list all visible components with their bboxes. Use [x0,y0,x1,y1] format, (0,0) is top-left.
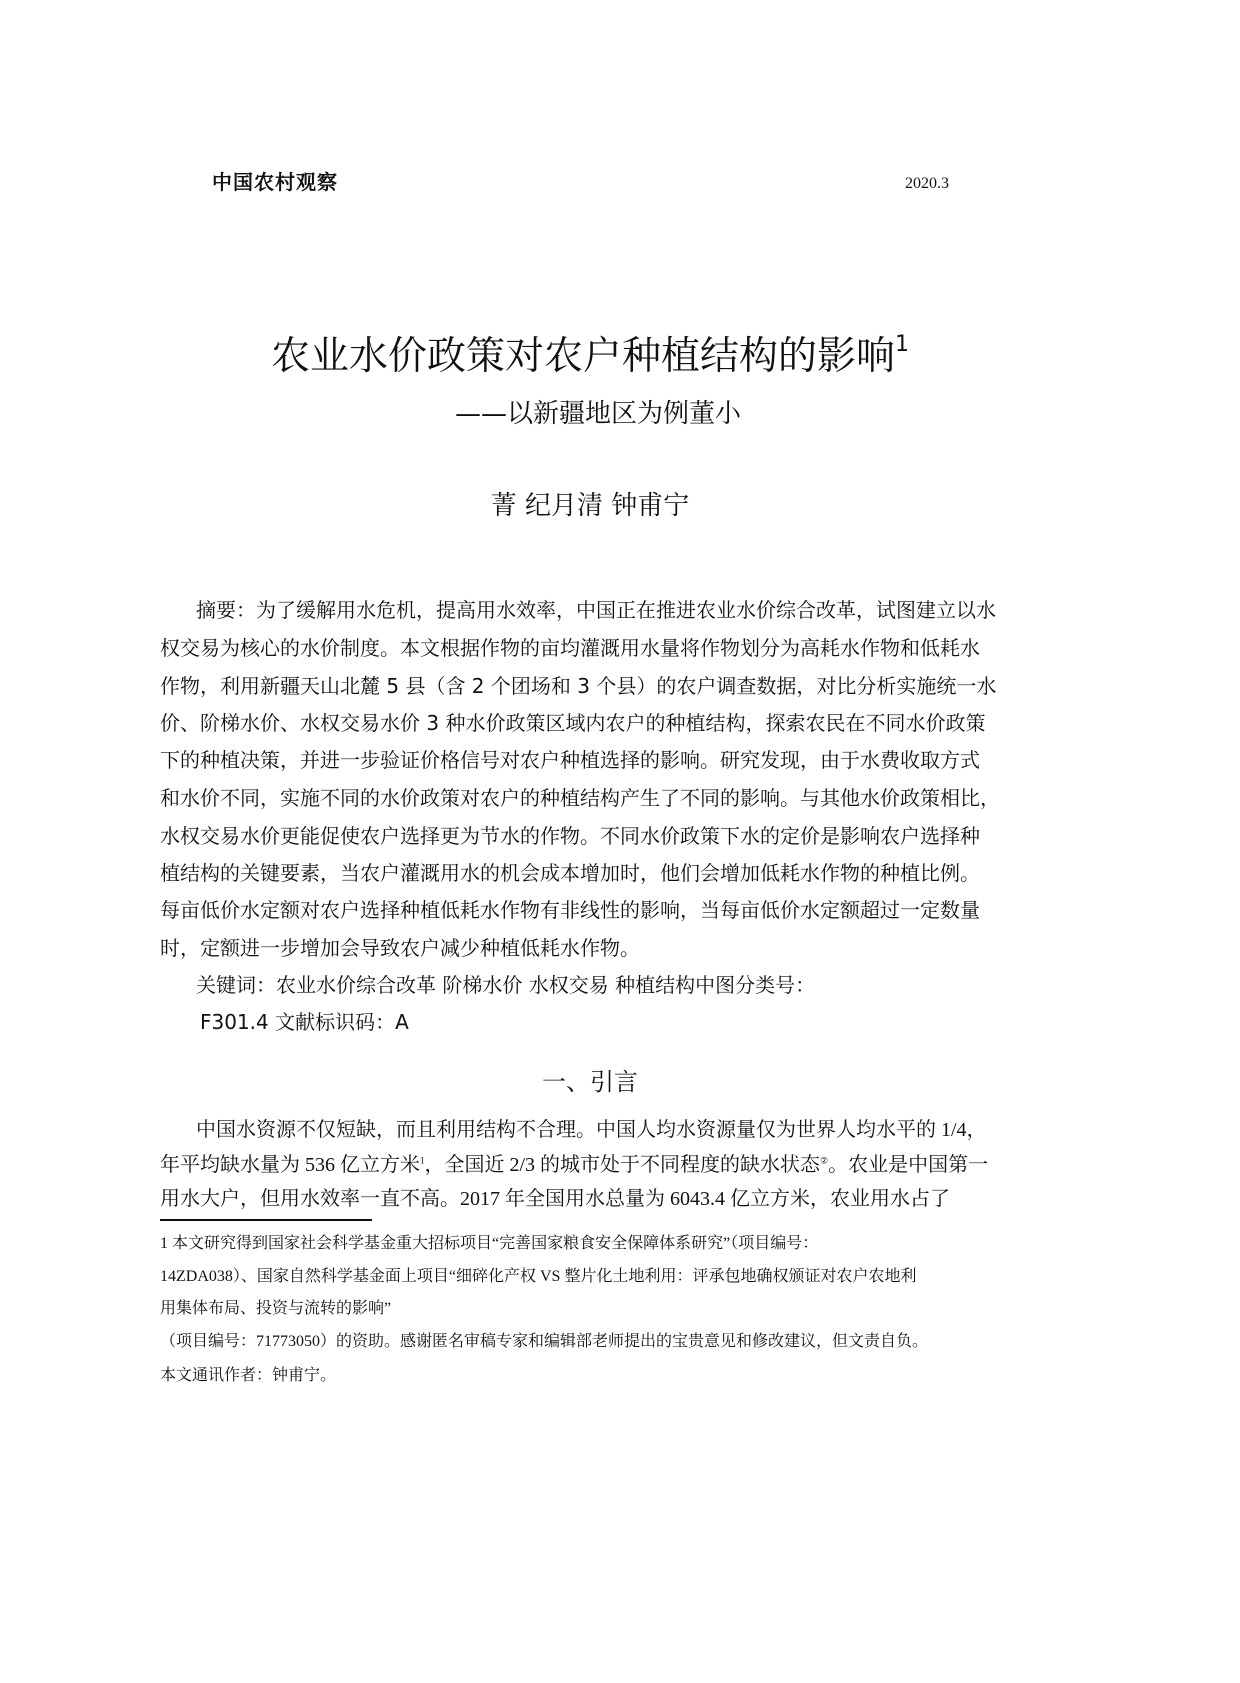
footnote-line: （项目编号：71773050）的资助。感谢匿名审稿专家和编辑部老师提出的宝贵意见和修改建议，但文责自负。 [160,1333,929,1350]
body-line: 中国水资源不仅短缺，而且利用结构不合理。中国人均水资源量仅为世界人均水平的 1/4， [196,1119,987,1141]
body-line: 用水大户，但用水效率一直不高。2017 年全国用水总量为 6043.4 亿立方米，农业用水占了 [160,1188,950,1210]
footnote-line: 本文通讯作者：钟甫宁。 [160,1367,337,1384]
footnote-line: 用集体布局、投资与流转的影响” [160,1300,392,1317]
footnote-divider [160,1219,372,1221]
issue-number: 2020.3 [905,175,949,192]
abstract-line: 植结构的关键要素，当农户灌溉用水的机会成本增加时，他们会增加低耗水作物的种植比例。 [160,861,980,885]
abstract-line: 摘要：为了缓解用水危机，提高用水效率，中国正在推进农业水价综合改革，试图建立以水 [196,598,996,622]
title-text: 农业水价政策对农户种植结构的影响 [270,334,895,379]
classification-line: F301.4 文献标识码：A [200,1010,409,1034]
paper-subtitle: ——以新疆地区为例董小 [455,399,742,429]
abstract-line: 时，定额进一步增加会导致农户减少种植低耗水作物。 [160,936,640,960]
body-line [160,1148,988,1177]
footnote-line: 1 本文研究得到国家社会科学基金重大招标项目“完善国家粮食安全保障体系研究”（项目编号： [160,1235,819,1252]
section-heading: 一、引言 [542,1068,638,1096]
body-text-segment: ，全国近 2/3 的城市处于不同程度的缺水状态 [424,1154,821,1176]
footnote-mark: 1 [420,1155,425,1166]
body-text-segment: 。农业是中国第一 [828,1154,989,1176]
footnote-line: 14ZDA038）、国家自然科学基金面上项目“细碎化产权 VS 整片化土地利用：评承包地确权颁证对农户农地利 [160,1268,917,1285]
abstract-line: 水权交易水价更能促使农户选择更为节水的作物。不同水价政策下水的定价是影响农户选择种 [160,824,980,848]
abstract-line: 权交易为核心的水价制度。本文根据作物的亩均灌溉用水量将作物划分为高耗水作物和低耗水 [160,636,980,660]
footnote-mark: ② [820,1155,829,1166]
keywords-line: 关键词：农业水价综合改革 阶梯水价 水权交易 种植结构中图分类号： [196,973,816,997]
abstract-line: 每亩低价水定额对农户选择种植低耗水作物有非线性的影响，当每亩低价水定额超过一定数量 [160,898,980,922]
abstract-line: 和水价不同，实施不同的水价政策对农户的种植结构产生了不同的影响。与其他水价政策相比， [160,786,1000,810]
authors: 菁 纪月清 钟甫宁 [490,491,690,521]
abstract-line: 作物，利用新疆天山北麓 5 县（含 2 个团场和 3 个县）的农户调查数据，对比分析实施统一水 [160,674,997,698]
abstract-line: 价、阶梯水价、水权交易水价 3 种水价政策区域内农户的种植结构，探索农民在不同水价政策 [160,711,986,735]
body-text-segment: 年平均缺水量为 536 亿立方米 [160,1154,420,1176]
abstract-line: 下的种植决策，并进一步验证价格信号对农户种植选择的影响。研究发现，由于水费收取方式 [160,748,980,772]
paper-title [0,325,1180,381]
title-footnote-mark: 1 [895,332,909,357]
journal-logo: 中国农村观察 [212,170,338,194]
